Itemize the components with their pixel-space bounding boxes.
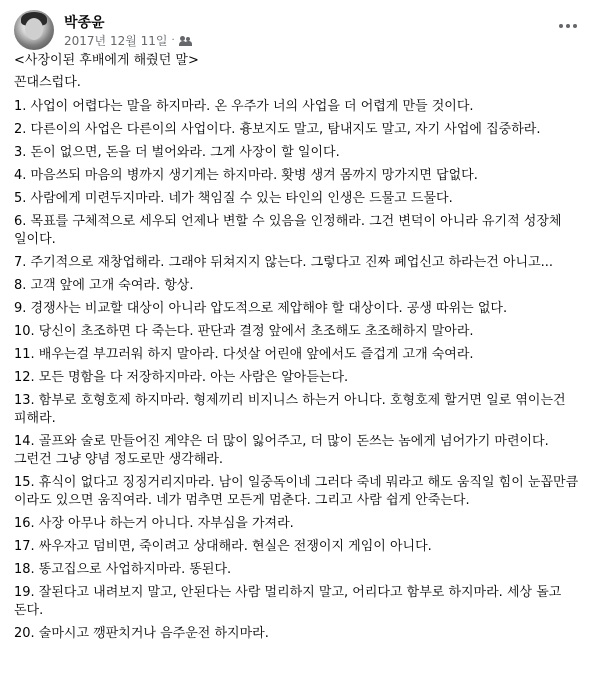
list-item: 16. 사장 아무나 하는거 아니다. 자부심을 가져라. bbox=[14, 516, 294, 531]
post-title: <사장이된 후배에게 해줬던 말> bbox=[14, 53, 199, 68]
list-item: 13. 함부로 호형호제 하지마라. 형제끼리 비지니스 하는거 아니다. 호형호제 할거면 일로 엮이는건 피해라. bbox=[14, 393, 566, 426]
list-item: 5. 사람에게 미련두지마라. 네가 책임질 수 있는 타인의 인생은 드물고 드물다. bbox=[14, 191, 453, 206]
post-content bbox=[14, 52, 588, 648]
list-item: 1. 사업이 어렵다는 말을 하지마라. 온 우주가 너의 사업을 더 어렵게 만들 것이다. bbox=[14, 99, 474, 114]
post-date[interactable]: 2017년 12월 11일 bbox=[64, 34, 168, 48]
list-item: 6. 목표를 구체적으로 세우되 언제나 변할 수 있음을 인정해라. 그건 변덕이 아니라 유기적 성장체 일이다. bbox=[14, 214, 562, 247]
list-item: 9. 경쟁사는 비교할 대상이 아니라 압도적으로 제압해야 할 대상이다. 공생 따위는 없다. bbox=[14, 301, 508, 316]
friends-icon[interactable] bbox=[179, 36, 193, 46]
post-header bbox=[14, 10, 586, 54]
list-item: 15. 휴식이 없다고 징징거리지마라. 남이 일중독이네 그러다 죽네 뭐라고 해도 움직일 힘이 눈꼽만큼 이라도 있으면 움직여라. 네가 멈추면 모든게 멈춘다. 그리고 사람 쉽게 안죽는다. bbox=[14, 475, 579, 508]
list-item: 3. 돈이 없으면, 돈을 더 벌어와라. 그게 사장이 할 일이다. bbox=[14, 145, 340, 160]
post-meta bbox=[64, 32, 193, 49]
more-options-icon[interactable] bbox=[554, 16, 582, 36]
list-item: 17. 싸우자고 덤비면, 죽이려고 상대해라. 현실은 전쟁이지 게임이 아니다. bbox=[14, 539, 432, 554]
meta-separator: · bbox=[171, 35, 175, 46]
list-item: 7. 주기적으로 재창업해라. 그래야 뒤쳐지지 않는다. 그렇다고 진짜 폐업신고 하라는건 아니고... bbox=[14, 255, 554, 270]
author-avatar[interactable] bbox=[14, 10, 54, 50]
list-item: 2. 다른이의 사업은 다른이의 사업이다. 흉보지도 말고, 탐내지도 말고, 자기 사업에 집중하라. bbox=[14, 122, 541, 137]
list-item: 4. 마음쓰되 마음의 병까지 생기게는 하지마라. 홧병 생겨 몸까지 망가지면 답없다. bbox=[14, 168, 478, 183]
avatar-face bbox=[25, 18, 43, 40]
list-item: 18. 똥고집으로 사업하지마라. 똥된다. bbox=[14, 562, 232, 577]
list-item: 11. 배우는걸 부끄러워 하지 말아라. 다섯살 어린애 앞에서도 즐겁게 고개 숙여라. bbox=[14, 347, 474, 362]
post-intro: 꼰대스럽다. bbox=[14, 75, 81, 90]
list-item: 12. 모든 명함을 다 저장하지마라. 아는 사람은 알아듣는다. bbox=[14, 370, 349, 385]
author-name[interactable]: 박종윤 bbox=[64, 15, 105, 31]
list-item: 19. 잘된다고 내려보지 말고, 안된다는 사람 멀리하지 말고, 어리다고 함부로 하지마라. 세상 돌고 돈다. bbox=[14, 585, 562, 618]
list-item: 20. 술마시고 깽판치거나 음주운전 하지마라. bbox=[14, 626, 269, 641]
list-item: 8. 고객 앞에 고개 숙여라. 항상. bbox=[14, 278, 194, 293]
list-item: 10. 당신이 초조하면 다 죽는다. 판단과 결정 앞에서 초조해도 초조해하지 말아라. bbox=[14, 324, 474, 339]
list-item: 14. 골프와 술로 만들어진 계약은 더 많이 잃어주고, 더 많이 돈쓰는 놈에게 넘어가기 마련이다. 그런건 그냥 양념 정도로만 생각해라. bbox=[14, 434, 549, 467]
